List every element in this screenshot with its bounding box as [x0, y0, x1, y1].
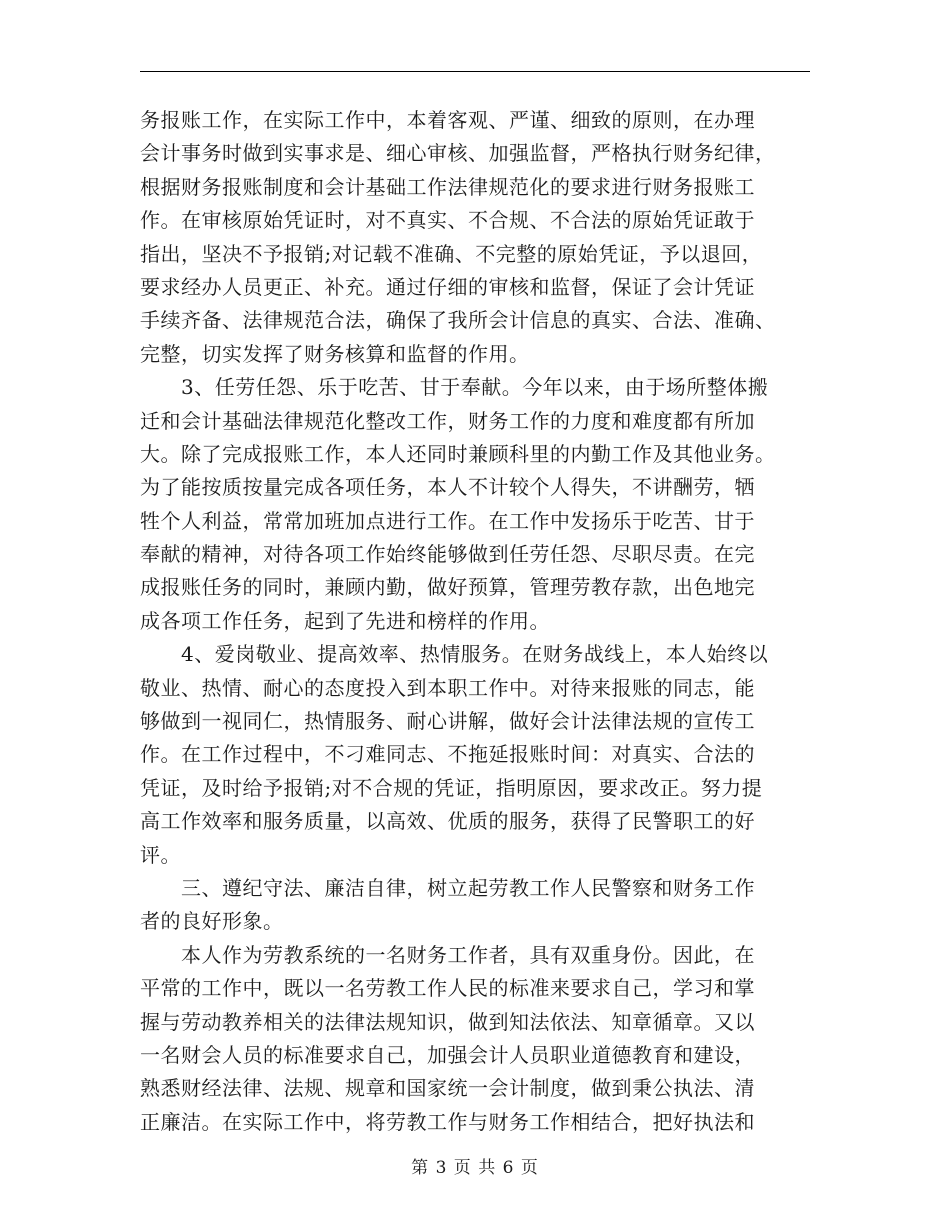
text-line: 凭证，及时给予报销;对不合规的凭证，指明原因，要求改正。努力提: [140, 775, 763, 800]
text-line: 务报账工作，在实际工作中，本着客观、严谨、细致的原则，在办理: [140, 108, 755, 132]
text-line: 本人作为劳教系统的一名财务工作者，具有双重身份。因此，在: [140, 942, 755, 967]
text-line: 成各项工作任务，起到了先进和榜样的作用。: [140, 608, 550, 633]
text-line: 根据财务报账制度和会计基础工作法律规范化的要求进行财务报账工: [140, 174, 755, 199]
text-line: 熟悉财经法律、法规、规章和国家统一会计制度，做到秉公执法、清: [140, 1076, 755, 1101]
text-line: 指出，坚决不予报销;对记载不准确、不完整的原始凭证，予以退回，: [140, 241, 763, 266]
text-line: 3、任劳任怨、乐于吃苦、甘于奉献。今年以来，由于场所整体搬: [140, 375, 769, 400]
page-footer: 第 3 页 共 6 页: [411, 1158, 539, 1178]
text-line: 要求经办人员更正、补充。通过仔细的审核和监督，保证了会计凭证: [140, 274, 755, 299]
text-line: 一名财会人员的标准要求自己，加强会计人员职业道德教育和建设，: [140, 1042, 755, 1067]
text-line: 大。除了完成报账工作，本人还同时兼顾科里的内勤工作及其他业务。: [140, 441, 776, 466]
text-line: 奉献的精神，对待各项工作始终能够做到任劳任怨、尽职尽责。在完: [140, 542, 755, 567]
document-body: [140, 104, 810, 1139]
text-line: 4、爱岗敬业、提高效率、热情服务。在财务战线上，本人始终以: [140, 642, 769, 667]
text-line: 够做到一视同仁，热情服务、耐心讲解，做好会计法律法规的宣传工: [140, 709, 755, 734]
text-line: 者的良好形象。: [140, 909, 284, 934]
header-rule: [140, 71, 810, 72]
text-line: 迁和会计基础法律规范化整改工作，财务工作的力度和难度都有所加: [140, 408, 755, 433]
text-line: 正廉洁。在实际工作中，将劳教工作与财务工作相结合，把好执法和: [140, 1109, 755, 1134]
text-line: 为了能按质按量完成各项任务，本人不计较个人得失，不讲酬劳，牺: [140, 475, 755, 500]
text-line: 完整，切实发挥了财务核算和监督的作用。: [140, 341, 530, 366]
text-line: 敬业、热情、耐心的态度投入到本职工作中。对待来报账的同志，能: [140, 675, 755, 700]
text-line: 手续齐备、法律规范合法，确保了我所会计信息的真实、合法、准确、: [140, 308, 776, 333]
text-line: 高工作效率和服务质量，以高效、优质的服务，获得了民警职工的好: [140, 809, 755, 834]
text-line: 平常的工作中，既以一名劳教工作人民的标准来要求自己，学习和掌: [140, 976, 755, 1001]
text-line: 握与劳动教养相关的法律法规知识，做到知法依法、知章循章。又以: [140, 1009, 755, 1034]
text-line: 评。: [140, 842, 181, 867]
text-line: 成报账任务的同时，兼顾内勤，做好预算，管理劳教存款，出色地完: [140, 575, 755, 600]
text-line: 作。在审核原始凭证时，对不真实、不合规、不合法的原始凭证敢于: [140, 208, 755, 233]
text-line: 牲个人利益，常常加班加点进行工作。在工作中发扬乐于吃苦、甘于: [140, 508, 755, 533]
text-line: 三、遵纪守法、廉洁自律，树立起劳教工作人民警察和财务工作: [140, 875, 755, 900]
text-line: 作。在工作过程中，不刁难同志、不拖延报账时间：对真实、合法的: [140, 742, 755, 767]
text-line: 会计事务时做到实事求是、细心审核、加强监督，严格执行财务纪律，: [140, 141, 776, 166]
